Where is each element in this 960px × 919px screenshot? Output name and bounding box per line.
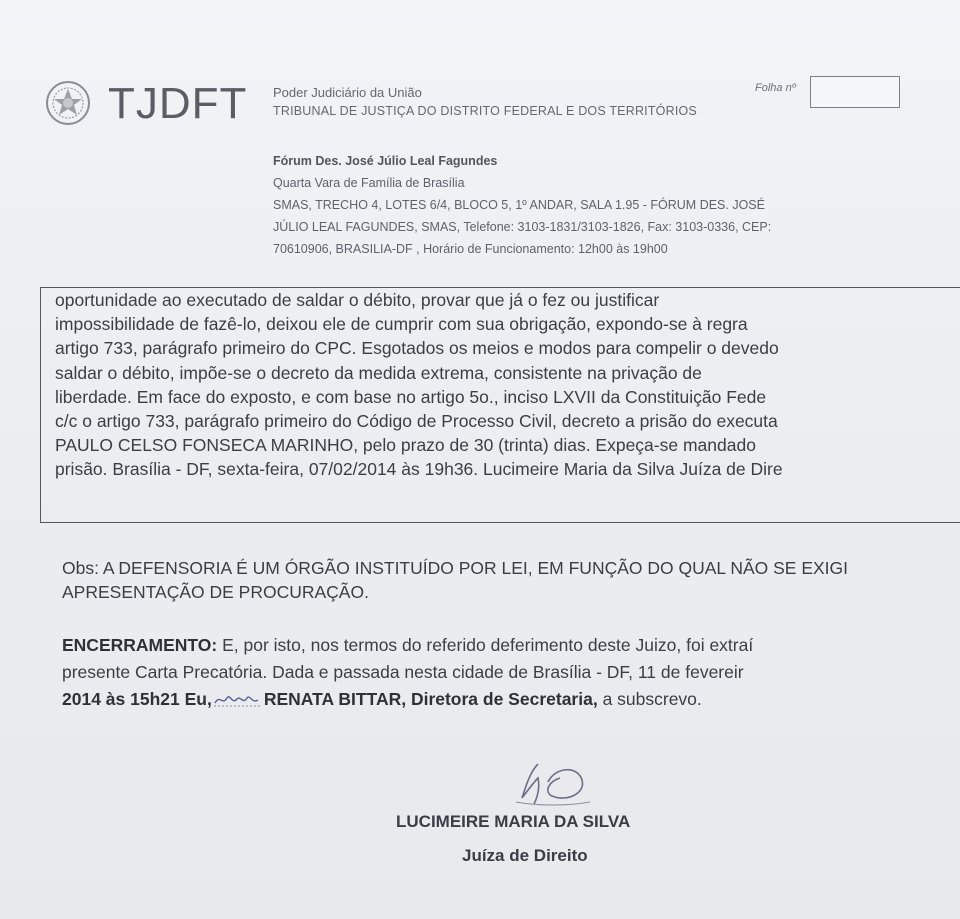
- forum-name: Fórum Des. José Júlio Leal Fagundes: [273, 154, 498, 168]
- address-line-2: JÚLIO LEAL FAGUNDES, SMAS, Telefone: 3103-1831/3103-1826, Fax: 3103-0336, CEP:: [273, 220, 772, 234]
- decision-line-text: saldar o débito, impõe-se o decreto da medida extrema, consistente na privação de: [55, 362, 702, 383]
- decision-line: [55, 361, 960, 385]
- closing-line-2: presente Carta Precatória. Dada e passada nesta cidade de Brasília - DF, 11 de fevereir: [62, 662, 744, 682]
- header-institution: [273, 83, 697, 121]
- decision-line: [55, 336, 960, 360]
- secretary-name: RENATA BITTAR, Diretora de Secretaria,: [263, 689, 598, 709]
- signer-role: Juíza de Direito: [462, 846, 588, 865]
- decision-line-text: liberdade. Em face do exposto, e com base no artigo 5o., inciso LXVII da Constituição Fede: [55, 386, 767, 407]
- closing-line-3: [62, 686, 960, 713]
- address-line-3: 70610906, BRASILIA-DF , Horário de Funcionamento: 12h00 às 19h00: [273, 242, 668, 256]
- decision-line: [55, 288, 960, 312]
- court-name: TRIBUNAL DE JUSTIÇA DO DISTRITO FEDERAL E DOS TERRITÓRIOS: [273, 104, 697, 118]
- address-line-1: SMAS, TRECHO 4, LOTES 6/4, BLOCO 5, 1º ANDAR, SALA 1.95 - FÓRUM DES. JOSÉ: [273, 198, 765, 212]
- closing-paragraph: [62, 632, 960, 713]
- decision-line-text: oportunidade ao executado de saldar o débito, provar que já o fez ou justificar: [55, 290, 660, 310]
- closing-line-1: [62, 632, 960, 659]
- handwritten-signature: [508, 752, 598, 812]
- tjdft-logo: TJDFT: [108, 79, 248, 128]
- closing-line-1-text: E, por isto, nos termos do referido deferimento deste Juizo, foi extraí: [217, 635, 754, 655]
- decision-line: [55, 457, 960, 481]
- closing-date: 2014 às 15h21 Eu,: [62, 689, 212, 709]
- forum-address: [273, 150, 771, 260]
- observation-line-2: APRESENTAÇÃO DE PROCURAÇÃO.: [62, 582, 369, 602]
- decision-line: [55, 409, 960, 433]
- institution-name: Poder Judiciário da União: [273, 85, 422, 100]
- decision-text: [55, 288, 960, 482]
- observation-line-1: Obs: A DEFENSORIA É UM ÓRGÃO INSTITUÍDO POR LEI, EM FUNÇÃO DO QUAL NÃO SE EXIGI: [62, 558, 849, 578]
- court-seal-icon: [45, 80, 91, 126]
- decision-line-text: artigo 733, parágrafo primeiro do CPC. Esgotados os meios e modos para compelir o devedo: [55, 338, 779, 359]
- handwritten-initials: [212, 689, 264, 707]
- closing-label: ENCERRAMENTO:: [62, 635, 218, 655]
- decision-line: [55, 312, 960, 336]
- folha-label: Folha nº: [755, 82, 796, 94]
- decision-line-text: impossibilidade de fazê-lo, deixou ele de cumprir com sua obrigação, expondo-se à regra: [55, 314, 748, 335]
- vara-name: Quarta Vara de Família de Brasília: [273, 176, 465, 190]
- closing-line-3-end: a subscrevo.: [597, 689, 702, 709]
- decision-line: [55, 433, 960, 457]
- decision-line-text: prisão. Brasília - DF, sexta-feira, 07/02/2014 às 19h36. Lucimeire Maria da Silva Juíza de Dire: [55, 459, 783, 480]
- folha-number-box: [810, 76, 900, 108]
- decision-line: [55, 385, 960, 409]
- decision-line-text: PAULO CELSO FONSECA MARINHO, pelo prazo de 30 (trinta) dias. Expeça-se mandado: [55, 435, 756, 456]
- decision-line-text: c/c o artigo 733, parágrafo primeiro do Código de Processo Civil, decreto a prisão do executa: [55, 411, 778, 432]
- signer-name: LUCIMEIRE MARIA DA SILVA: [396, 812, 631, 831]
- observation: [62, 556, 960, 604]
